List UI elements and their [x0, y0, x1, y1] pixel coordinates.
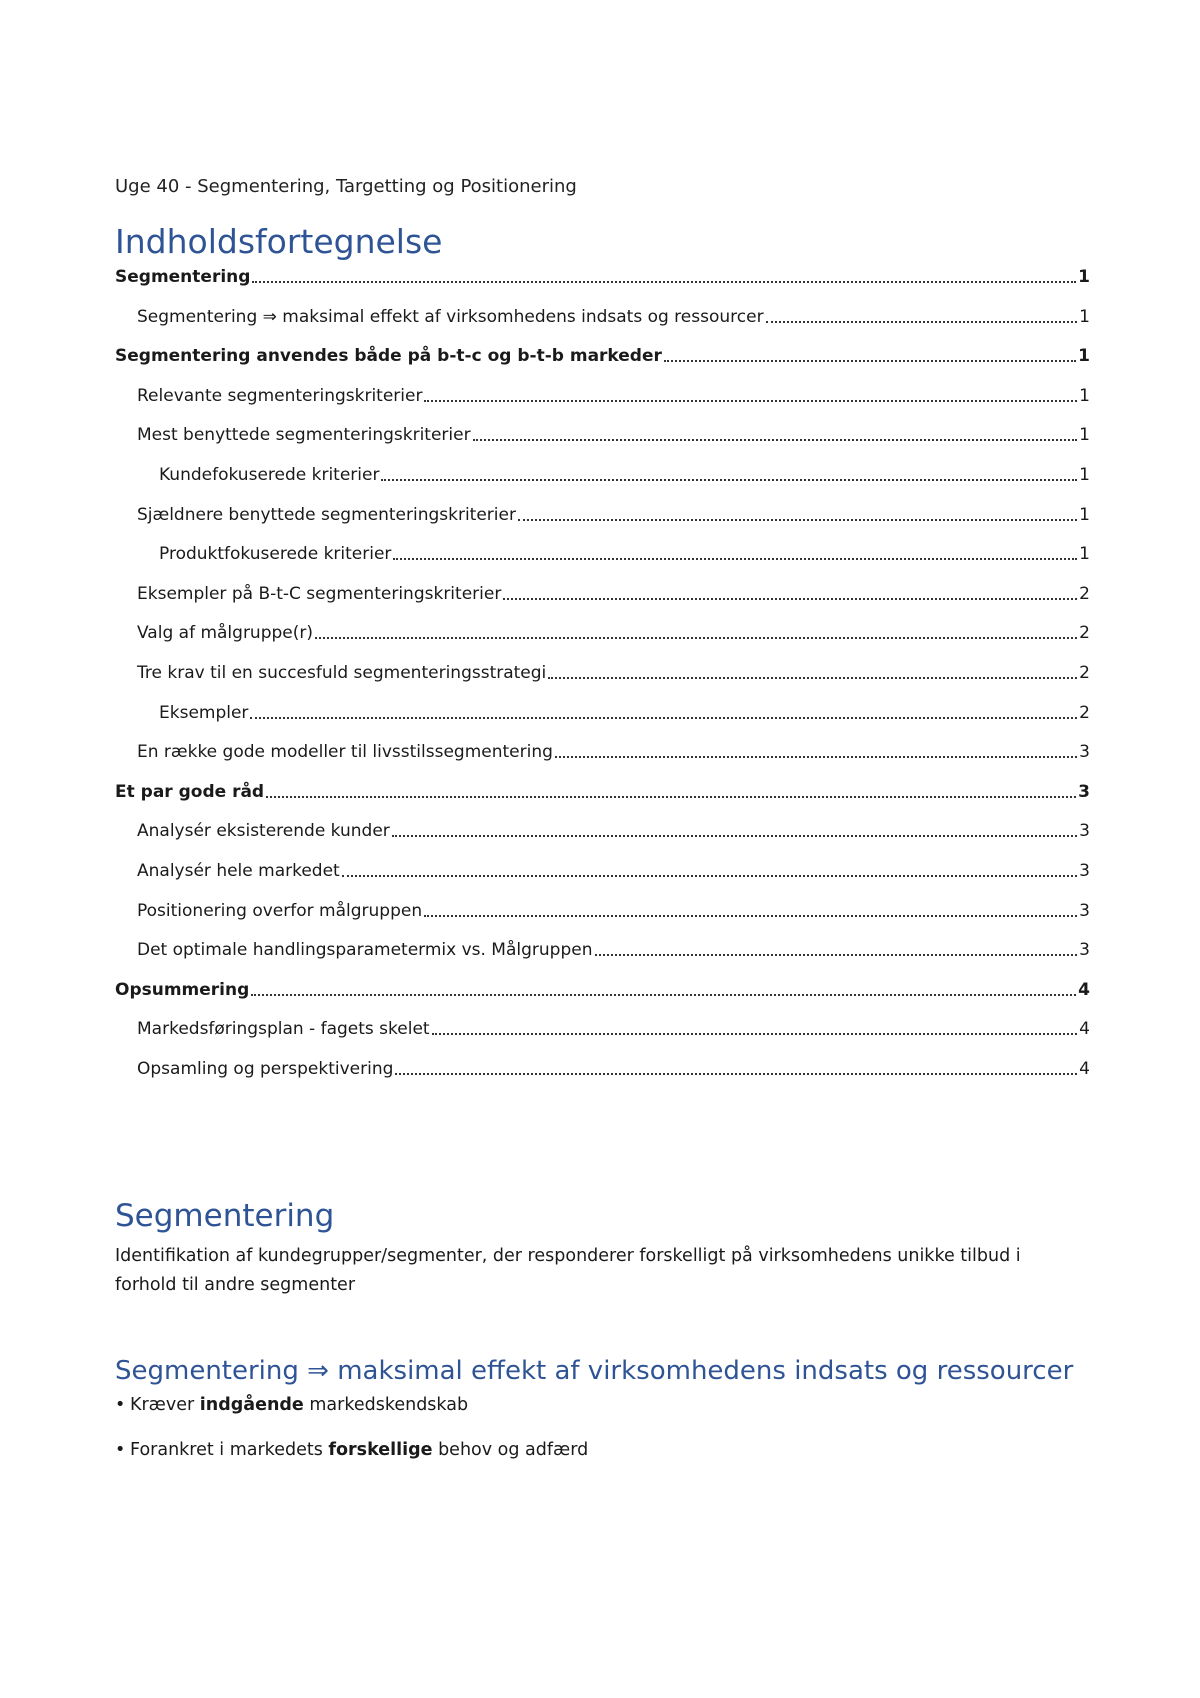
toc-entry-title: Et par gode råd	[115, 781, 265, 802]
toc-entry-title: En række gode modeller til livsstilssegmentering	[137, 742, 553, 763]
toc-page-number: 1	[1079, 504, 1090, 525]
toc-dot-leader	[250, 717, 1077, 719]
toc-page-number: 4	[1079, 1058, 1090, 1079]
section-heading: Segmentering	[115, 1198, 335, 1234]
toc-link[interactable]	[137, 820, 1090, 842]
toc-link[interactable]	[137, 1018, 1090, 1040]
toc-dot-leader	[432, 1033, 1078, 1035]
toc-entry-title: Kundefokuserede kriterier	[159, 464, 380, 485]
list-item	[115, 1394, 588, 1439]
toc-page-number: 1	[1078, 267, 1090, 287]
bullet-text: Forankret i markedets	[130, 1440, 329, 1460]
bullet-text: markedskendskab	[303, 1395, 469, 1415]
toc-page-number: 1	[1078, 346, 1090, 367]
toc-entry	[115, 702, 1090, 742]
toc-entry-title: Valg af målgruppe(r)	[137, 623, 314, 644]
toc-entry-title: Opsamling og perspektivering	[137, 1058, 394, 1079]
toc-dot-leader	[766, 321, 1078, 323]
toc-entry-title: Mest benyttede segmenteringskriterier	[137, 425, 471, 446]
toc-link[interactable]	[159, 464, 1090, 486]
toc-page-number: 2	[1079, 702, 1090, 723]
toc-entry	[115, 820, 1090, 860]
toc-dot-leader	[342, 875, 1077, 877]
toc-page-number: 4	[1079, 1019, 1090, 1040]
toc-entry-title: Produktfokuserede kriterier	[159, 544, 392, 565]
toc-page-number: 2	[1079, 662, 1090, 683]
toc-page-number: 1	[1079, 425, 1090, 446]
toc-dot-leader	[555, 756, 1077, 758]
toc-link[interactable]	[137, 583, 1090, 605]
toc-entry-title: Det optimale handlingsparametermix vs. Målgruppen	[137, 940, 593, 961]
bullet-list	[115, 1394, 588, 1484]
bullet-text: behov og adfærd	[432, 1440, 589, 1460]
bullet-icon: •	[115, 1440, 126, 1460]
toc-link[interactable]	[115, 266, 1090, 288]
toc-page-number: 3	[1079, 940, 1090, 961]
toc-page-number: 4	[1078, 979, 1090, 1000]
toc-dot-leader	[266, 796, 1076, 798]
toc-entry-title: Opsummering	[115, 979, 250, 1000]
toc-entry	[115, 504, 1090, 544]
toc-entry-title: Eksempler	[159, 702, 249, 723]
table-of-contents	[115, 266, 1090, 1097]
toc-dot-leader	[252, 281, 1076, 283]
toc-dot-leader	[518, 519, 1077, 521]
toc-dot-leader	[393, 558, 1077, 560]
toc-entry	[115, 979, 1090, 1019]
toc-entry-title: Relevante segmenteringskriterier	[137, 385, 423, 406]
toc-entry-title: Eksempler på B-t-C segmenteringskriterier	[137, 583, 502, 604]
toc-entry	[115, 622, 1090, 662]
toc-entry	[115, 266, 1090, 306]
toc-entry	[115, 424, 1090, 464]
toc-page-number: 2	[1079, 623, 1090, 644]
toc-dot-leader	[395, 1073, 1077, 1075]
section-intro: Identifikation af kundegrupper/segmenter, der responderer forskelligt på virksomhedens unikke tilbud i forhold til andre segmenter	[115, 1246, 1021, 1295]
toc-entry	[115, 345, 1090, 385]
toc-heading: Indholdsfortegnelse	[115, 222, 443, 261]
toc-link[interactable]	[137, 504, 1090, 526]
toc-link[interactable]	[137, 900, 1090, 922]
toc-dot-leader	[315, 637, 1077, 639]
toc-entry-title: Positionering overfor målgruppen	[137, 900, 423, 921]
toc-page-number: 1	[1079, 544, 1090, 565]
toc-link[interactable]	[137, 741, 1090, 763]
toc-entry	[115, 1058, 1090, 1098]
bullet-text: Kræver	[130, 1395, 200, 1415]
toc-page-number: 3	[1079, 821, 1090, 842]
bullet-icon: •	[115, 1395, 126, 1415]
toc-page-number: 2	[1079, 583, 1090, 604]
toc-dot-leader	[664, 360, 1076, 362]
toc-dot-leader	[503, 598, 1077, 600]
toc-entry	[115, 385, 1090, 425]
toc-link[interactable]	[115, 979, 1090, 1001]
toc-link[interactable]	[137, 306, 1090, 328]
toc-entry	[115, 900, 1090, 940]
toc-entry-title: Analysér hele markedet	[137, 860, 340, 881]
toc-entry-title: Segmentering	[115, 267, 251, 287]
toc-link[interactable]	[115, 781, 1090, 803]
toc-link[interactable]	[159, 702, 1090, 724]
toc-entry	[115, 306, 1090, 346]
toc-dot-leader	[392, 835, 1077, 837]
toc-page-number: 3	[1078, 781, 1090, 802]
toc-page-number: 3	[1079, 900, 1090, 921]
toc-entry-title: Analysér eksisterende kunder	[137, 821, 390, 842]
toc-dot-leader	[424, 915, 1077, 917]
toc-link[interactable]	[137, 385, 1090, 407]
toc-entry	[115, 583, 1090, 623]
toc-entry	[115, 860, 1090, 900]
toc-entry-title: Markedsføringsplan - fagets skelet	[137, 1019, 430, 1040]
toc-entry-title: Tre krav til en succesfuld segmenteringsstrategi	[137, 662, 547, 683]
toc-page-number: 3	[1079, 742, 1090, 763]
bullet-emphasis: forskellige	[328, 1440, 433, 1460]
toc-link[interactable]	[137, 622, 1090, 644]
document-title: Uge 40 - Segmentering, Targetting og Positionering	[115, 176, 577, 197]
toc-dot-leader	[548, 677, 1077, 679]
toc-page-number: 1	[1079, 306, 1090, 327]
subsection-heading: Segmentering ⇒ maksimal effekt af virksomhedens indsats og ressourcer	[115, 1356, 1074, 1386]
toc-dot-leader	[424, 400, 1077, 402]
toc-entry	[115, 1018, 1090, 1058]
bullet-emphasis: indgående	[199, 1395, 304, 1415]
toc-entry	[115, 741, 1090, 781]
toc-link[interactable]	[159, 543, 1090, 565]
toc-link[interactable]	[137, 939, 1090, 961]
toc-dot-leader	[473, 439, 1078, 441]
toc-link[interactable]	[115, 345, 1090, 367]
toc-dot-leader	[381, 479, 1077, 481]
toc-dot-leader	[251, 994, 1076, 996]
list-item	[115, 1439, 588, 1484]
toc-entry-title: Segmentering anvendes både på b-t-c og b-t-b markeder	[115, 346, 662, 367]
toc-dot-leader	[595, 954, 1078, 956]
toc-link[interactable]	[137, 860, 1090, 882]
toc-entry	[115, 939, 1090, 979]
toc-entry-title: Sjældnere benyttede segmenteringskriterier	[137, 504, 516, 525]
toc-link[interactable]	[137, 662, 1090, 684]
toc-link[interactable]	[137, 424, 1090, 446]
toc-page-number: 3	[1079, 860, 1090, 881]
toc-page-number: 1	[1079, 464, 1090, 485]
toc-entry	[115, 662, 1090, 702]
toc-link[interactable]	[137, 1058, 1090, 1080]
toc-entry-title: Segmentering ⇒ maksimal effekt af virksomhedens indsats og ressourcer	[137, 306, 764, 327]
toc-page-number: 1	[1079, 385, 1090, 406]
toc-entry	[115, 781, 1090, 821]
toc-entry	[115, 543, 1090, 583]
toc-entry	[115, 464, 1090, 504]
